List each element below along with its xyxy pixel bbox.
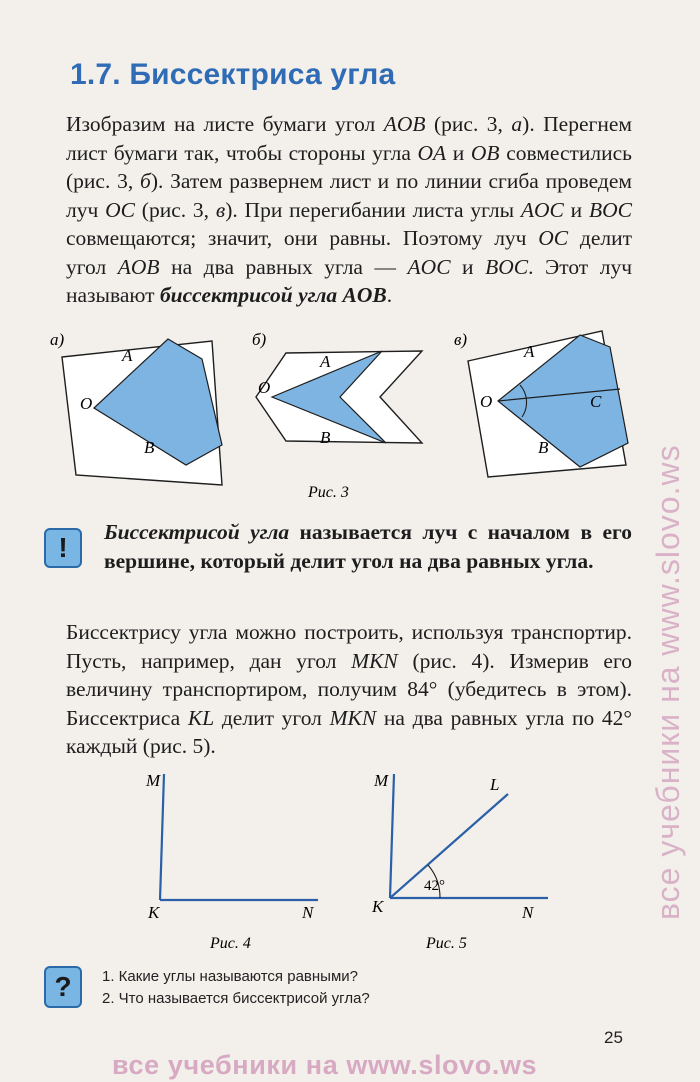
review-questions <box>102 966 370 1010</box>
math-run: BOC <box>485 254 529 279</box>
intro-paragraph <box>66 110 632 310</box>
text-run: . Этот луч называют <box>66 254 633 307</box>
text-run: и <box>450 254 486 279</box>
panel-label-b: б) <box>252 330 267 349</box>
math-run: OC <box>538 226 569 250</box>
question-icon: ? <box>44 966 82 1008</box>
math-run: б <box>140 169 151 193</box>
watermark-side: все учебники на www.slovo.ws <box>650 444 686 920</box>
text-run: и <box>446 140 471 165</box>
label-C: C <box>590 392 602 411</box>
text-run: на два равных угла — <box>159 254 408 279</box>
text-run: ). Перегнем лист бумаги так, чтобы стороны угла <box>66 112 632 165</box>
text-run: (рис. 4). Измерив его величину транспортиром, получим 84° (убедитесь в этом). Биссектриса <box>66 648 632 730</box>
text-run: . <box>386 283 393 307</box>
label-O: O <box>258 378 271 397</box>
math-run: AOB <box>117 254 160 279</box>
label-M: M <box>374 771 389 790</box>
section-title: 1.7. Биссектриса угла <box>70 58 396 91</box>
text-run: совместились (рис. 3, <box>66 140 632 193</box>
math-run: OC <box>105 197 135 222</box>
definition-block <box>104 518 632 575</box>
text-run: (рис. 3, <box>134 197 216 222</box>
text-run: делит угол <box>214 705 330 730</box>
figure-3 <box>40 325 640 505</box>
label-N: N <box>302 903 314 922</box>
label-K: K <box>372 897 384 916</box>
math-run: OA <box>417 140 447 165</box>
text-run: Изобразим на листе бумаги угол <box>66 112 384 136</box>
label-M: M <box>146 771 161 790</box>
panel-label-a: а) <box>50 330 65 349</box>
math-run: MKN <box>329 705 377 730</box>
text-run: Биссектрису угла можно построить, используя транспортир. Пусть, например, дан угол <box>66 620 632 673</box>
question-item: 1. Какие углы называются равными? <box>102 968 358 985</box>
construction-paragraph <box>66 618 632 761</box>
text-run: (рис. 3, <box>425 112 512 136</box>
math-run: BOC <box>589 197 632 222</box>
text-run: совмещаются; значит, они равны. Поэтому луч <box>66 226 539 250</box>
label-A: A <box>320 352 331 371</box>
exclamation-icon: ! <box>44 528 82 568</box>
text-run: делит угол <box>66 226 632 279</box>
math-run: AOB <box>383 112 426 136</box>
label-B: B <box>320 428 331 447</box>
math-run: а <box>511 112 523 136</box>
label-B: B <box>144 438 155 457</box>
math-run: в <box>215 197 226 222</box>
angle-value: 42° <box>424 878 445 894</box>
panel-label-c: в) <box>454 330 468 349</box>
text-run: ). Затем развернем лист и по линии сгиба проведем луч <box>66 169 632 222</box>
label-L: L <box>490 775 500 794</box>
label-O: O <box>80 394 93 413</box>
math-run: MKN <box>351 648 398 673</box>
text-run: ). При перегибании листа углы <box>225 197 521 222</box>
text-run: на два равных угла по 42° каждый (рис. 5). <box>66 705 632 758</box>
watermark-bottom: все учебники на www.slovo.ws <box>112 1050 538 1080</box>
term-run: биссектрисой угла AOB <box>159 283 387 307</box>
figure-5 <box>368 762 568 962</box>
text-run: и <box>563 197 589 222</box>
figure-4 <box>140 762 340 962</box>
figure-5-caption: Рис. 5 <box>426 935 467 952</box>
figure-3-caption: Рис. 3 <box>308 484 349 501</box>
definition-term: Биссектрисой угла <box>104 520 290 544</box>
label-A: A <box>122 346 133 365</box>
label-A: A <box>524 342 535 361</box>
definition-text: называется луч с началом в его вершине, который делит угол на два равных угла. <box>104 520 632 573</box>
label-K: K <box>148 903 160 922</box>
question-item: 2. Что называется биссектрисой угла? <box>102 990 370 1007</box>
ray-KM <box>160 774 164 900</box>
math-run: AOC <box>520 197 564 222</box>
bisector-KL <box>390 794 508 898</box>
label-O: O <box>480 392 493 411</box>
figure-4-caption: Рис. 4 <box>210 935 251 952</box>
ray-KM <box>390 774 394 898</box>
math-run: OB <box>470 140 500 165</box>
math-run: AOC <box>407 254 451 279</box>
page-number: 25 <box>604 1028 623 1047</box>
math-run: KL <box>187 705 215 730</box>
label-N: N <box>522 903 534 922</box>
label-B: B <box>538 438 549 457</box>
